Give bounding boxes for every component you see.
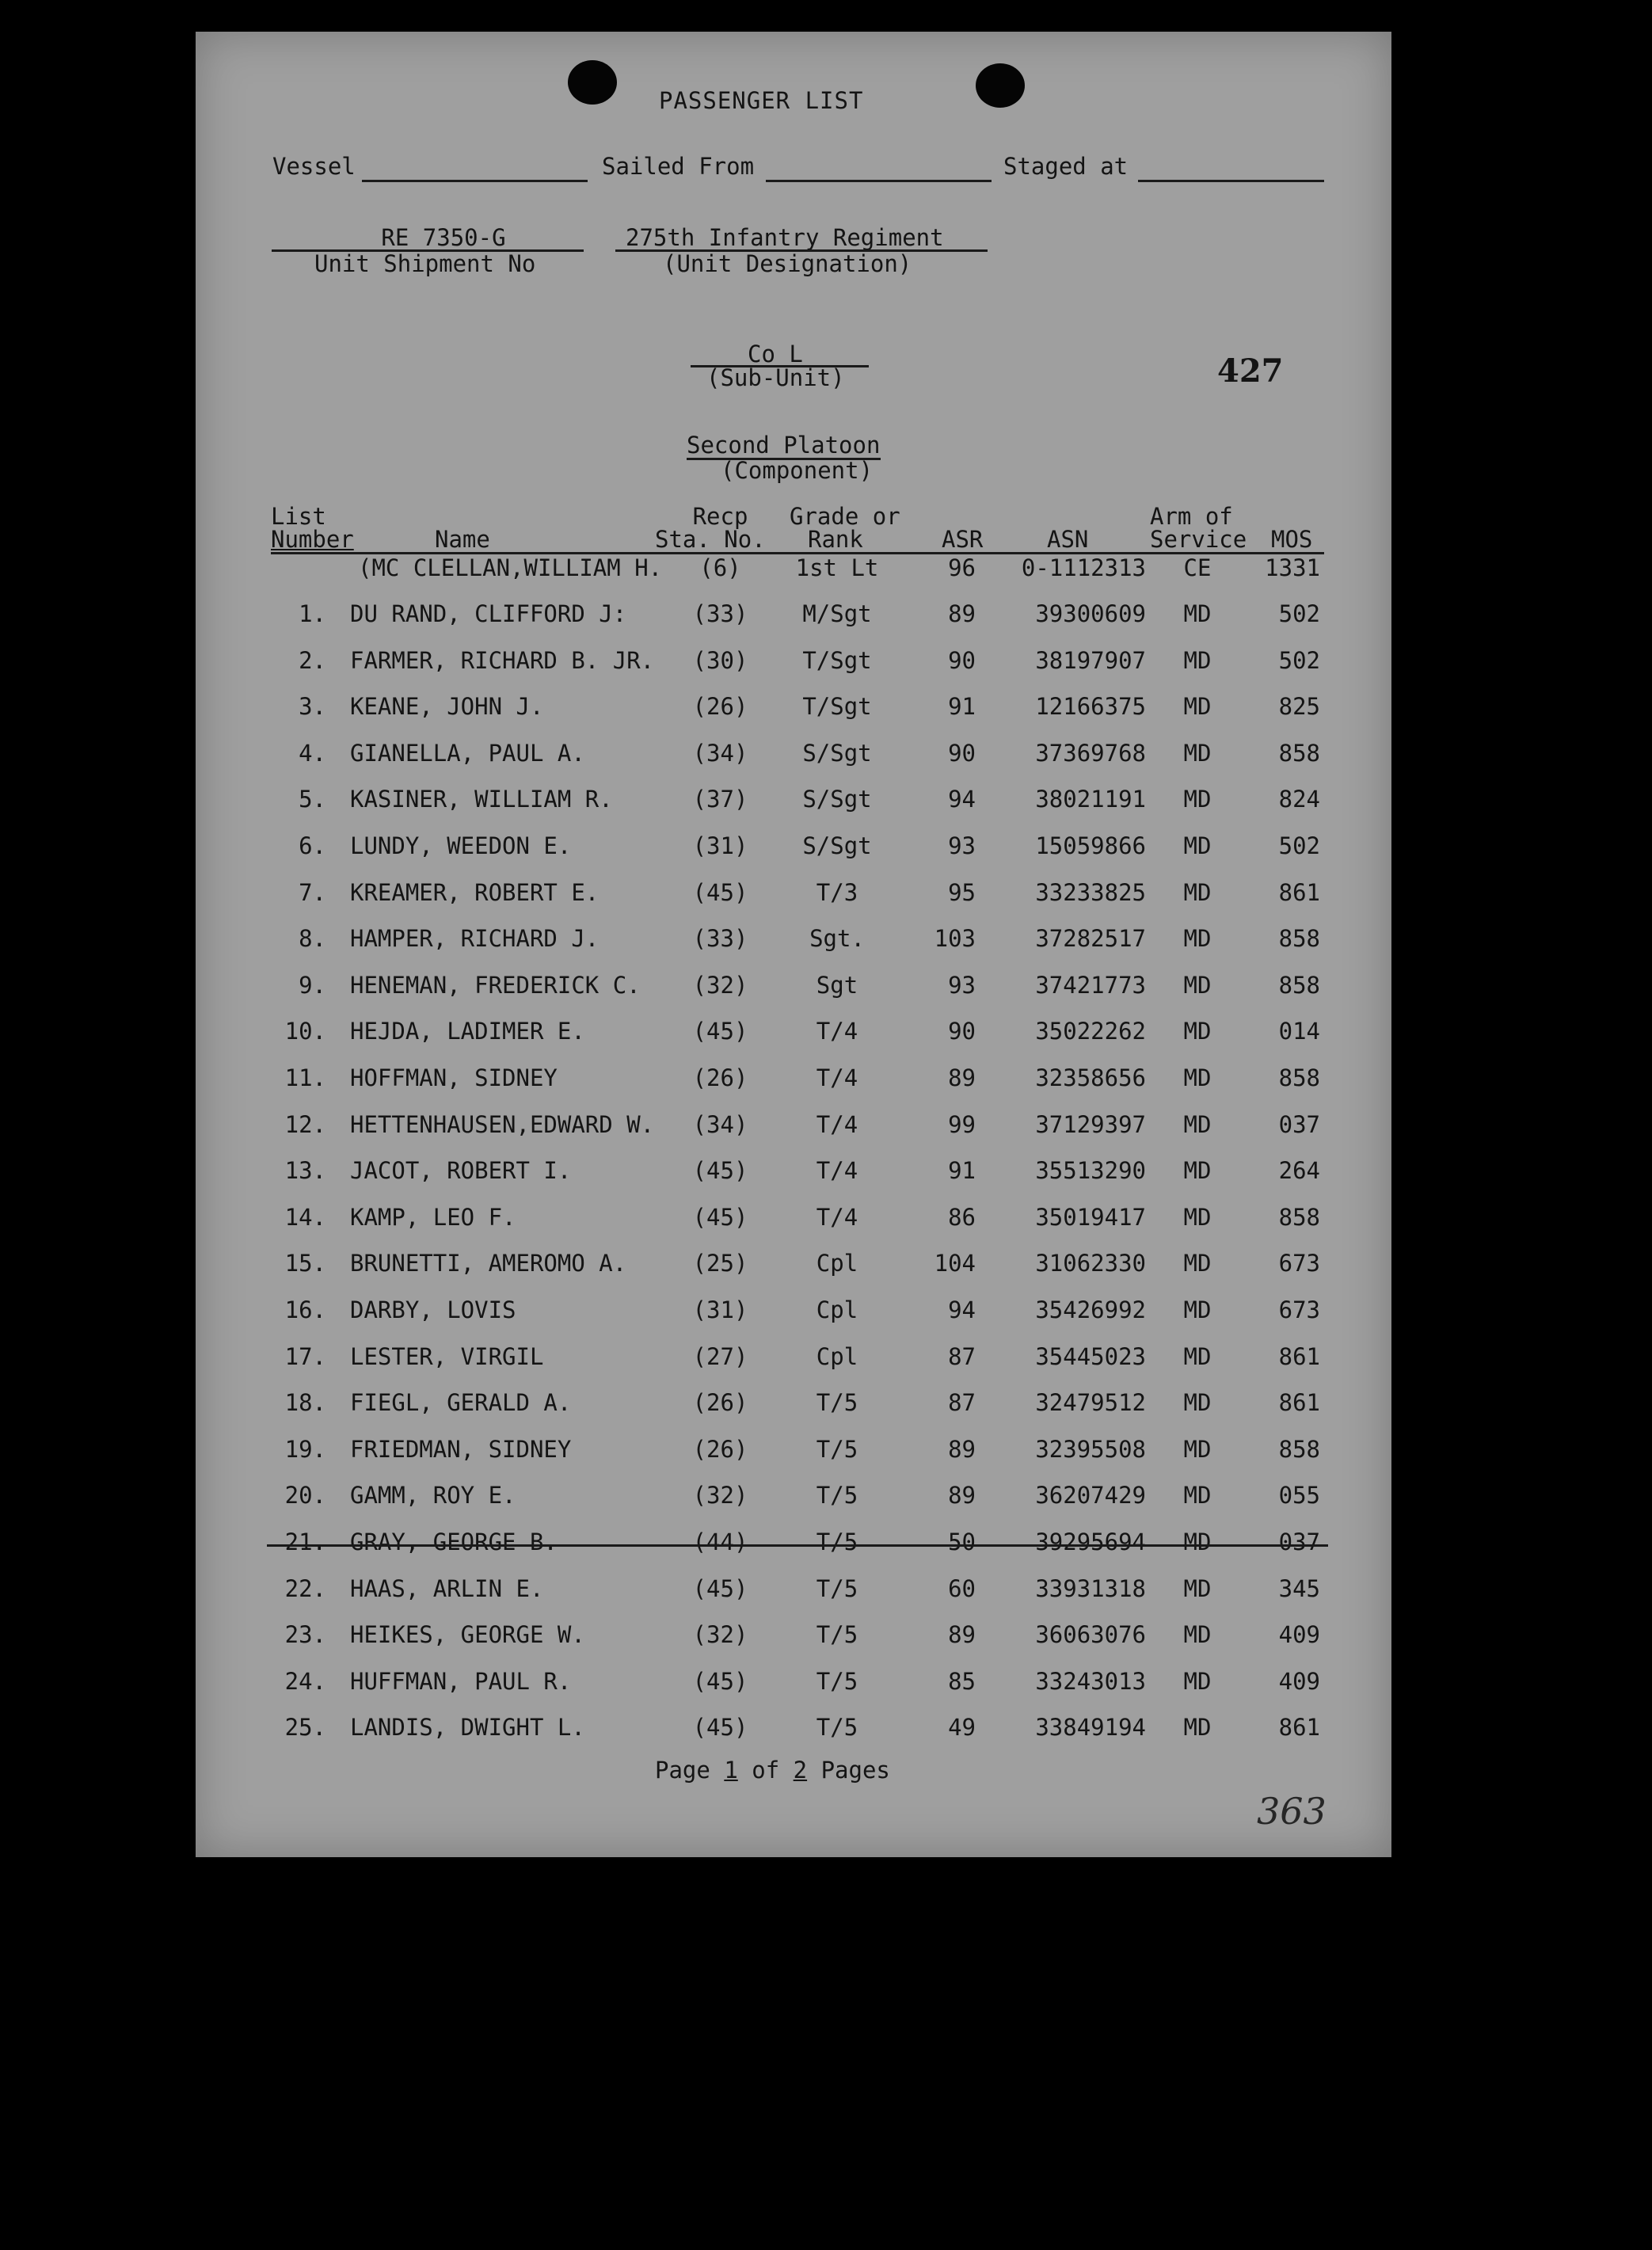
list-number: 11. — [284, 1064, 326, 1091]
asn-number: 37129397 — [1035, 1110, 1146, 1138]
recp-sta-no: (37) — [692, 786, 748, 813]
passenger-list-document — [196, 32, 1391, 1857]
asr-score: 87 — [948, 1342, 976, 1370]
table-row — [196, 786, 1391, 832]
asn-number: 33931318 — [1035, 1574, 1146, 1602]
list-number: 4. — [299, 739, 326, 767]
passenger-name: FARMER, RICHARD B. JR. — [350, 646, 655, 674]
table-row — [196, 1343, 1391, 1389]
recp-sta-no: (32) — [692, 1482, 748, 1510]
passenger-name: FIEGL, GERALD A. — [350, 1389, 572, 1417]
table-row — [196, 1482, 1391, 1528]
grade-rank: T/5 — [816, 1667, 858, 1695]
asr-score: 90 — [948, 739, 976, 767]
asr-score: 93 — [948, 832, 976, 859]
mos-code: 858 — [1278, 1203, 1320, 1231]
recp-sta-no: (33) — [692, 600, 748, 627]
asr-score: 103 — [934, 925, 976, 953]
officer-mos: 1331 — [1265, 554, 1320, 581]
asr-score: 89 — [948, 1621, 976, 1649]
arm-of-service: MD — [1183, 878, 1212, 906]
asr-score: 86 — [948, 1203, 976, 1231]
asr-score: 85 — [948, 1667, 976, 1695]
asn-number: 37282517 — [1035, 925, 1146, 953]
officer-row — [196, 554, 1391, 600]
list-number: 18. — [284, 1389, 326, 1417]
arm-of-service: MD — [1183, 1342, 1212, 1370]
arm-of-service: MD — [1183, 1250, 1212, 1277]
recp-sta-no: (26) — [692, 1435, 748, 1463]
mos-code: 037 — [1278, 1110, 1320, 1138]
passenger-name: KEANE, JOHN J. — [350, 693, 544, 721]
officer-asn: 0-1112313 — [1021, 554, 1146, 581]
asn-number: 33849194 — [1035, 1714, 1146, 1742]
list-number: 16. — [284, 1296, 326, 1323]
grade-rank: T/5 — [816, 1621, 858, 1649]
arm-of-service: MD — [1183, 1667, 1212, 1695]
asr-score: 91 — [948, 1157, 976, 1185]
grade-rank: T/5 — [816, 1574, 858, 1602]
mos-code: 861 — [1278, 1714, 1320, 1742]
asr-score: 49 — [948, 1714, 976, 1742]
passenger-name: GRAY, GEORGE B. — [350, 1529, 558, 1555]
table-row — [196, 879, 1391, 925]
asr-score: 104 — [934, 1250, 976, 1277]
table-row — [196, 740, 1391, 786]
arm-of-service: MD — [1183, 1714, 1212, 1742]
asn-number: 33233825 — [1035, 878, 1146, 906]
vessel-label: Vessel — [272, 153, 356, 180]
arm-of-service: MD — [1183, 1157, 1212, 1185]
asr-score: 90 — [948, 646, 976, 674]
table-row — [196, 1204, 1391, 1250]
list-number: 6. — [299, 832, 326, 859]
passenger-name: KASINER, WILLIAM R. — [350, 786, 613, 813]
grade-rank: T/4 — [816, 1064, 858, 1091]
passenger-name: DARBY, LOVIS — [350, 1296, 516, 1323]
arm-of-service: MD — [1183, 1110, 1212, 1138]
punch-hole — [568, 60, 617, 105]
asn-number: 35426992 — [1035, 1296, 1146, 1323]
list-number: 21. — [284, 1529, 326, 1555]
mos-code: 264 — [1278, 1157, 1320, 1185]
recp-sta-no: (45) — [692, 1714, 748, 1742]
recp-sta-no: (34) — [692, 739, 748, 767]
asn-number: 35445023 — [1035, 1342, 1146, 1370]
arm-of-service: MD — [1183, 832, 1212, 859]
table-row — [196, 1714, 1391, 1760]
recp-sta-no: (31) — [692, 1296, 748, 1323]
sailed-from-label: Sailed From — [602, 153, 755, 180]
page-stamp-number: 427 — [1217, 352, 1284, 390]
handwritten-number: 363 — [1257, 1790, 1327, 1833]
asr-score: 93 — [948, 971, 976, 999]
arm-of-service: MD — [1183, 1621, 1212, 1649]
recp-sta-no: (45) — [692, 1574, 748, 1602]
header-list: List — [271, 503, 326, 530]
recp-sta-no: (44) — [692, 1529, 748, 1555]
table-row — [196, 1064, 1391, 1110]
grade-rank: Sgt — [816, 971, 858, 999]
footer-pages-label: Pages — [820, 1757, 890, 1784]
asr-score: 99 — [948, 1110, 976, 1138]
asr-score: 87 — [948, 1389, 976, 1417]
asr-score: 89 — [948, 1435, 976, 1463]
asr-score: 89 — [948, 600, 976, 627]
mos-code: 858 — [1278, 739, 1320, 767]
passenger-name: GAMM, ROY E. — [350, 1482, 516, 1510]
table-row — [196, 693, 1391, 739]
grade-rank: T/5 — [816, 1389, 858, 1417]
asn-number: 35019417 — [1035, 1203, 1146, 1231]
footer-current-page: 1 — [724, 1757, 738, 1784]
asn-number: 37421773 — [1035, 971, 1146, 999]
grade-rank: T/Sgt — [802, 693, 872, 721]
list-number: 25. — [284, 1714, 326, 1742]
list-number: 7. — [299, 878, 326, 906]
arm-of-service: MD — [1183, 1018, 1212, 1045]
grade-rank: T/4 — [816, 1203, 858, 1231]
grade-rank: S/Sgt — [802, 786, 872, 813]
arm-of-service: MD — [1183, 1435, 1212, 1463]
recp-sta-no: (45) — [692, 1203, 748, 1231]
asn-number: 38021191 — [1035, 786, 1146, 813]
passenger-name: LESTER, VIRGIL — [350, 1342, 544, 1370]
arm-of-service: MD — [1183, 971, 1212, 999]
list-number: 13. — [284, 1157, 326, 1185]
recp-sta-no: (31) — [692, 832, 748, 859]
officer-name: (MC CLELLAN,WILLIAM H. — [358, 554, 663, 581]
arm-of-service: MD — [1183, 646, 1212, 674]
passenger-name: FRIEDMAN, SIDNEY — [350, 1435, 572, 1463]
header-service: Service — [1150, 526, 1247, 553]
mos-code: 502 — [1278, 600, 1320, 627]
document-title: PASSENGER LIST — [659, 87, 864, 114]
list-number: 20. — [284, 1482, 326, 1510]
passenger-name: DU RAND, CLIFFORD J: — [350, 600, 627, 627]
grade-rank: Cpl — [816, 1342, 858, 1370]
grade-rank: T/4 — [816, 1110, 858, 1138]
asr-score: 94 — [948, 786, 976, 813]
recp-sta-no: (34) — [692, 1110, 748, 1138]
recp-sta-no: (26) — [692, 1064, 748, 1091]
staged-at-label: Staged at — [1003, 153, 1129, 180]
asr-score: 94 — [948, 1296, 976, 1323]
arm-of-service: MD — [1183, 1203, 1212, 1231]
asn-number: 32358656 — [1035, 1064, 1146, 1091]
table-row — [196, 1529, 1391, 1574]
list-number: 24. — [284, 1667, 326, 1695]
table-row — [196, 925, 1391, 971]
list-number: 1. — [299, 600, 326, 627]
grade-rank: T/4 — [816, 1018, 858, 1045]
asn-number: 15059866 — [1035, 832, 1146, 859]
asr-score: 89 — [948, 1064, 976, 1091]
passenger-name: HETTENHAUSEN,EDWARD W. — [350, 1110, 655, 1138]
list-number: 5. — [299, 786, 326, 813]
asr-score: 89 — [948, 1482, 976, 1510]
passenger-name: LANDIS, DWIGHT L. — [350, 1714, 585, 1742]
list-number: 9. — [299, 971, 326, 999]
passenger-name: HEIKES, GEORGE W. — [350, 1621, 585, 1649]
sub-unit-label: (Sub-Unit) — [706, 364, 845, 391]
grade-rank: Sgt. — [809, 925, 865, 953]
passenger-name: HUFFMAN, PAUL R. — [350, 1667, 572, 1695]
unit-designation-value: 275th Infantry Regiment — [626, 224, 944, 251]
passenger-name: HOFFMAN, SIDNEY — [350, 1064, 558, 1091]
recp-sta-no: (45) — [692, 1157, 748, 1185]
mos-code: 858 — [1278, 971, 1320, 999]
header-rank: Rank — [808, 526, 863, 553]
footer-of-label: of — [752, 1757, 780, 1784]
arm-of-service: MD — [1183, 1296, 1212, 1323]
grade-rank: S/Sgt — [802, 739, 872, 767]
officer-asr: 96 — [948, 554, 976, 581]
arm-of-service: MD — [1183, 1529, 1212, 1555]
grade-rank: T/3 — [816, 878, 858, 906]
grade-rank: T/5 — [816, 1435, 858, 1463]
table-row — [196, 1575, 1391, 1621]
header-number: Number — [271, 526, 354, 553]
passenger-name: KAMP, LEO F. — [350, 1203, 516, 1231]
asn-number: 36063076 — [1035, 1621, 1146, 1649]
footer-page-label: Page — [655, 1757, 710, 1784]
grade-rank: T/5 — [816, 1714, 858, 1742]
mos-code: 502 — [1278, 646, 1320, 674]
asn-number: 37369768 — [1035, 739, 1146, 767]
list-number: 23. — [284, 1621, 326, 1649]
passenger-name: HEJDA, LADIMER E. — [350, 1018, 585, 1045]
header-arm-of: Arm of — [1150, 503, 1233, 530]
officer-recp: (6) — [699, 554, 741, 581]
passenger-name: BRUNETTI, AMEROMO A. — [350, 1250, 627, 1277]
arm-of-service: MD — [1183, 693, 1212, 721]
mos-code: 055 — [1278, 1482, 1320, 1510]
passenger-name: HENEMAN, FREDERICK C. — [350, 971, 641, 999]
grade-rank: Cpl — [816, 1250, 858, 1277]
grade-rank: T/4 — [816, 1157, 858, 1185]
staged-at-field-line — [1138, 180, 1324, 182]
table-row — [196, 1250, 1391, 1296]
recp-sta-no: (26) — [692, 693, 748, 721]
table-row — [196, 1296, 1391, 1342]
header-recp: Recp — [692, 503, 748, 530]
mos-code: 861 — [1278, 1342, 1320, 1370]
asn-number: 32479512 — [1035, 1389, 1146, 1417]
asn-number: 12166375 — [1035, 693, 1146, 721]
sailed-from-field-line — [766, 180, 992, 182]
officer-grade: 1st Lt — [795, 554, 879, 581]
asr-score: 50 — [948, 1529, 976, 1555]
unit-designation-label: (Unit Designation) — [663, 250, 912, 277]
grade-rank: M/Sgt — [802, 600, 872, 627]
list-number: 3. — [299, 693, 326, 721]
arm-of-service: MD — [1183, 925, 1212, 953]
recp-sta-no: (25) — [692, 1250, 748, 1277]
asr-score: 90 — [948, 1018, 976, 1045]
recp-sta-no: (45) — [692, 1018, 748, 1045]
arm-of-service: MD — [1183, 739, 1212, 767]
mos-code: 858 — [1278, 1435, 1320, 1463]
asr-score: 95 — [948, 878, 976, 906]
list-number: 14. — [284, 1203, 326, 1231]
asn-number: 38197907 — [1035, 646, 1146, 674]
mos-code: 502 — [1278, 832, 1320, 859]
table-row — [196, 600, 1391, 646]
passenger-name: JACOT, ROBERT I. — [350, 1157, 572, 1185]
recp-sta-no: (27) — [692, 1342, 748, 1370]
mos-code: 673 — [1278, 1296, 1320, 1323]
recp-sta-no: (30) — [692, 646, 748, 674]
grade-rank: T/Sgt — [802, 646, 872, 674]
table-row — [196, 972, 1391, 1018]
table-row — [196, 1621, 1391, 1667]
grade-rank: S/Sgt — [802, 832, 872, 859]
component-value: Second Platoon — [687, 432, 881, 459]
recp-sta-no: (26) — [692, 1389, 748, 1417]
table-row — [196, 1018, 1391, 1064]
unit-shipment-label: Unit Shipment No — [314, 250, 536, 277]
grade-rank: Cpl — [816, 1296, 858, 1323]
header-asn: ASN — [1047, 526, 1089, 553]
recp-sta-no: (32) — [692, 1621, 748, 1649]
sub-unit-value: Co L — [748, 341, 803, 367]
list-number: 10. — [284, 1018, 326, 1045]
asr-score: 60 — [948, 1574, 976, 1602]
asn-number: 39295694 — [1035, 1529, 1146, 1555]
table-row — [196, 1389, 1391, 1435]
page-footer — [655, 1757, 890, 1784]
strikethrough-line — [267, 1544, 1328, 1547]
list-number: 2. — [299, 646, 326, 674]
header-sta-no: Sta. No. — [655, 526, 766, 553]
punch-hole — [976, 63, 1025, 108]
table-row — [196, 1111, 1391, 1157]
list-number: 19. — [284, 1435, 326, 1463]
list-number: 22. — [284, 1574, 326, 1602]
arm-of-service: MD — [1183, 1574, 1212, 1602]
grade-rank: T/5 — [816, 1482, 858, 1510]
list-number: 12. — [284, 1110, 326, 1138]
mos-code: 825 — [1278, 693, 1320, 721]
header-grade-or: Grade or — [790, 503, 900, 530]
component-label: (Component) — [721, 457, 874, 484]
header-mos: MOS — [1271, 526, 1313, 553]
mos-code: 409 — [1278, 1667, 1320, 1695]
mos-code: 861 — [1278, 878, 1320, 906]
vessel-field-line — [362, 180, 588, 182]
arm-of-service: MD — [1183, 786, 1212, 813]
header-name: Name — [435, 526, 490, 553]
asn-number: 33243013 — [1035, 1667, 1146, 1695]
mos-code: 861 — [1278, 1389, 1320, 1417]
recp-sta-no: (45) — [692, 1667, 748, 1695]
asn-number: 35513290 — [1035, 1157, 1146, 1185]
footer-total-pages: 2 — [793, 1757, 808, 1784]
officer-arm: CE — [1183, 554, 1212, 581]
asr-score: 91 — [948, 693, 976, 721]
table-row — [196, 647, 1391, 693]
mos-code: 673 — [1278, 1250, 1320, 1277]
header-asr: ASR — [942, 526, 984, 553]
list-number: 8. — [299, 925, 326, 953]
arm-of-service: MD — [1183, 1064, 1212, 1091]
asn-number: 36207429 — [1035, 1482, 1146, 1510]
asn-number: 39300609 — [1035, 600, 1146, 627]
mos-code: 345 — [1278, 1574, 1320, 1602]
passenger-name: HAAS, ARLIN E. — [350, 1574, 544, 1602]
mos-code: 037 — [1278, 1529, 1320, 1555]
asn-number: 32395508 — [1035, 1435, 1146, 1463]
recp-sta-no: (32) — [692, 971, 748, 999]
recp-sta-no: (33) — [692, 925, 748, 953]
passenger-name: HAMPER, RICHARD J. — [350, 925, 600, 953]
arm-of-service: MD — [1183, 1389, 1212, 1417]
table-row — [196, 1157, 1391, 1203]
table-row — [196, 1668, 1391, 1714]
list-number: 15. — [284, 1250, 326, 1277]
mos-code: 824 — [1278, 786, 1320, 813]
passenger-name: GIANELLA, PAUL A. — [350, 739, 585, 767]
unit-shipment-number: RE 7350-G — [381, 224, 506, 251]
asn-number: 31062330 — [1035, 1250, 1146, 1277]
table-row — [196, 1436, 1391, 1482]
passenger-name: LUNDY, WEEDON E. — [350, 832, 572, 859]
mos-code: 409 — [1278, 1621, 1320, 1649]
arm-of-service: MD — [1183, 600, 1212, 627]
table-row — [196, 832, 1391, 878]
recp-sta-no: (45) — [692, 878, 748, 906]
mos-code: 014 — [1278, 1018, 1320, 1045]
mos-code: 858 — [1278, 1064, 1320, 1091]
mos-code: 858 — [1278, 925, 1320, 953]
passenger-name: KREAMER, ROBERT E. — [350, 878, 600, 906]
asn-number: 35022262 — [1035, 1018, 1146, 1045]
grade-rank: T/5 — [816, 1529, 858, 1555]
list-number: 17. — [284, 1342, 326, 1370]
arm-of-service: MD — [1183, 1482, 1212, 1510]
